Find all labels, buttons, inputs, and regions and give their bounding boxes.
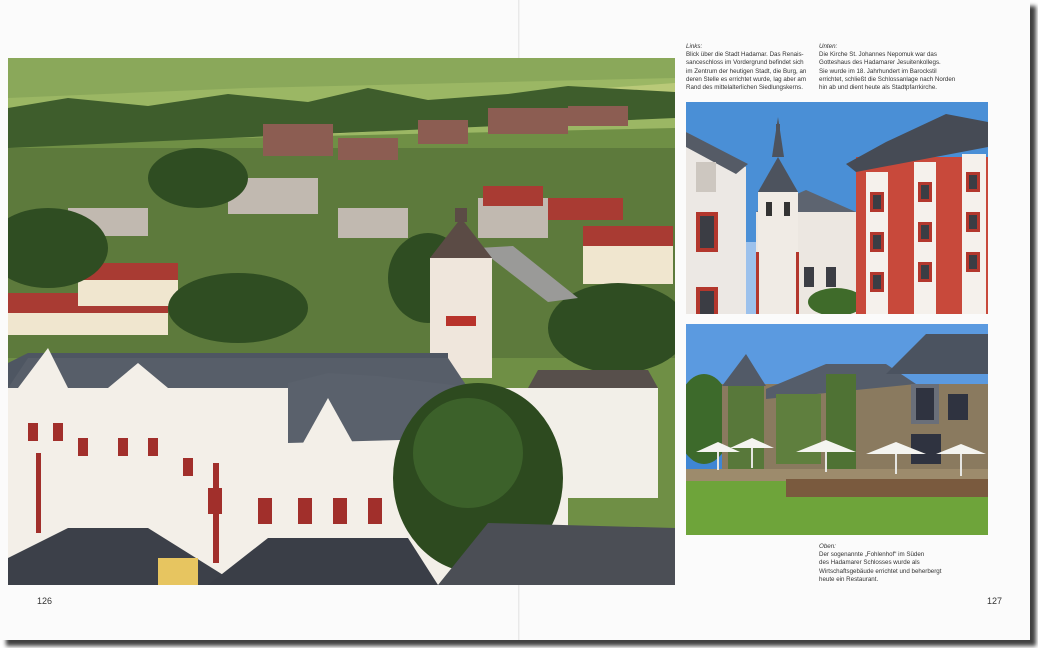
hadamar-town-illustration [8, 58, 675, 585]
caption-oben-line: Wirtschaftsgebäude errichtet und beherbergt [819, 567, 942, 575]
page-number-left: 126 [37, 596, 53, 606]
caption-unten-line: Gotteshaus des Hadamarer Jesuitenkollegs. [819, 59, 941, 67]
caption-links-line: Blick über die Stadt Hadamar. Das Renais- [686, 51, 804, 59]
caption-unten-lead: Unten: [819, 43, 838, 50]
church-illustration [686, 102, 988, 314]
caption-links [686, 43, 812, 92]
caption-oben-lead: Oben: [819, 543, 836, 550]
caption-unten-line: hin ab und dient heute als Stadtpfarrkirche. [819, 84, 937, 92]
caption-oben-line: des Hadamarer Schlosses wurde als [819, 559, 920, 567]
hadamar-town-photo [8, 58, 675, 585]
caption-unten-line: Sie wurde im 18. Jahrhundert im Barockstil [819, 67, 937, 75]
caption-links-lead: Links: [686, 43, 703, 50]
caption-unten [819, 43, 989, 92]
caption-unten-line: errichtet, schließt die Schlossanlage nach Norden [819, 75, 956, 83]
caption-links-line: sanceschloss im Vordergrund befindet sich [686, 59, 804, 67]
caption-oben-line: heute ein Restaurant. [819, 575, 879, 583]
caption-links-line: Rand des mittelalterlichen Siedlungskerns. [686, 84, 803, 92]
caption-links-line: im Zentrum der heutigen Stadt, die Burg, an [686, 67, 807, 75]
caption-unten-line: Die Kirche St. Johannes Nepomuk war das [819, 51, 937, 59]
page-number-right: 127 [987, 596, 1003, 606]
fohlenhof-photo [686, 324, 988, 535]
caption-oben-line: Der sogenannte „Fohlenhof“ im Süden [819, 551, 925, 559]
fohlenhof-illustration [686, 324, 988, 535]
caption-links-line: deren Stelle es errichtet wurde, lag aber am [686, 75, 807, 83]
church-photo [686, 102, 988, 314]
caption-oben [819, 543, 989, 584]
